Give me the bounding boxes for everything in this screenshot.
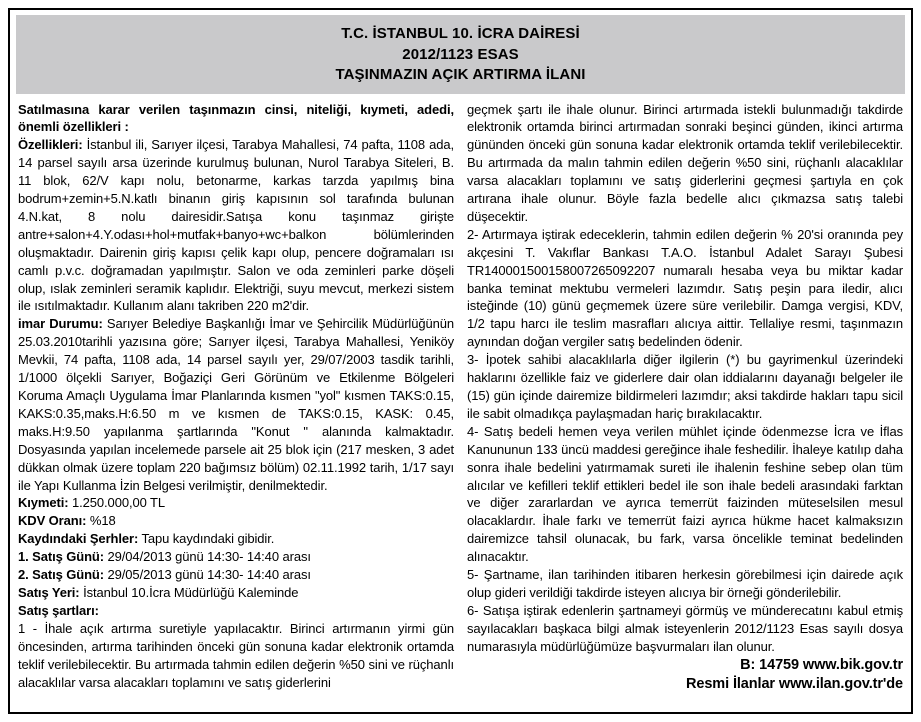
section-label-satis-sartlari: Satış şartları: [18,602,99,618]
section-label-satis-gunu-1: 1. Satış Günü: [18,549,105,565]
footer-resmi-ilanlar: Resmi İlanlar www.ilan.gov.tr'de [686,675,903,692]
left-column [18,101,454,694]
court-name: T.C. İSTANBUL 10. İCRA DAİRESİ [341,25,580,42]
footer-bik-reference: B: 14759 www.bik.gov.tr [740,656,903,673]
section-text-serhler: Tapu kaydındaki gibidir. [141,531,275,547]
section-text-satis-gunu-2: 29/05/2013 günü 14:30- 14:40 arası [107,567,311,583]
condition-item-1: 1 - İhale açık artırma suretiyle yapılacaktır. Birinci artırmanın yirmi gün öncesinden, artırma tarihinden önceki gün sonuna kadar elektronik ortamda teklif verilebilecektir. Bu artırmada tahmin edilen değerin %50 sini ve rüçhanlı alacaklılar varsa alacakları toplamını ve satış giderlerini [18,620,454,690]
body-columns [16,94,905,694]
section-label-satis-yeri: Satış Yeri: [18,584,80,600]
condition-item-2: 2- Artırmaya iştirak edeceklerin, tahmin edilen değerin % 20'si oranında pey akçesini T. Vakıflar Bankası T.A.O. İstanbul Adalet Sarayı Şubesi TR140001500158007265092207 numaralı hesaba veya bu miktar kadar banka teminat mektubu vermeleri lazımdır. Satış peşin para iledir, alıcı isteğinde (10) günü geçmemek üzere süre verilebilir. Damga vergisi, KDV, 1/2 tapu harcı ile teslim masrafları alıcıya aittir. Tellaliye resmi, taşınmazın aynından doğan vergiler satış bedelinden ödenir. [467,226,903,350]
header-band [16,15,905,94]
section-text-satis-yeri: İstanbul 10.İcra Müdürlüğü Kaleminde [83,584,299,600]
section-kiymeti [18,494,454,512]
section-satis-gunu-2 [18,566,454,584]
case-number: 2012/1123 ESAS [402,45,519,63]
condition-item-4: 4- Satış bedeli hemen veya verilen mühlet içinde ödenmezse İcra ve İflas Kanununun 133 üncü maddesi gereğince ihale feshedilir. İhaleye katılıp daha sonra ihale bedelini yatırmamak sureti ile ihalenin feshine sebep olan tüm alıcılar ve kefilleri teklif ettikleri bedel ile son ihale bedeli arasındaki farktan ve diğer zararlardan ve ayrıca temerrüt faizinden müteselsilen mesul olacaklardır. İhale farkı ve temerrüt faizi ayrıca hükme hacet kalmaksızın dairemizce tahsil olunacak, bu fark, varsa öncelikle teminat bedelinden alınacaktır. [467,423,903,565]
section-label-satis-gunu-2: 2. Satış Günü: [18,567,105,583]
auction-notice-sheet [8,8,913,714]
section-text-satis-gunu-1: 29/04/2013 günü 14:30- 14:40 arası [107,549,311,565]
section-label-kiymeti: Kıymeti: [18,495,69,511]
intro-paragraph: Satılmasına karar verilen taşınmazın cinsi, niteliği, kıymeti, adedi, önemli özellikleri : [18,101,454,135]
section-satis-yeri [18,584,454,602]
section-imar-durumu [18,315,454,494]
section-satis-gunu-1 [18,548,454,566]
section-kdv-orani [18,512,454,530]
right-column [467,101,903,694]
section-text-kdv-orani: %18 [89,513,116,529]
section-label-kdv-orani: KDV Oranı: [18,513,87,529]
section-serhler [18,530,454,548]
section-text-imar-durumu: Sarıyer Belediye Başkanlığı İmar ve Şehircilik Müdürlüğünün 25.03.2010tarihli yazısına göre; Sarıyer ilçesi, Tarabya Mahallesi, Yeniköy Mevkii, 74 pafta, 1108 ada, 14 parsel sayılı yer, 29/07/2003 tasdik tarihli, 1/1000 ölçekli Sarıyer, Boğaziçi Geri Görünüm ve Etkilenme Bölgeleri Koruma Amaçlı Uygulama İmar Planlarında kısmen "yol" kısmen TAKS:0.15, KAKS:0.35,maks.H:6.50 m ve kısmen de TAKS:0.15, KASK: 0.45, maks.H:9.50 yapılanma şartlarında "Konut " alanında kalmaktadır. Dosyasında yapılan incelemede parsele ait 25 blok için (217 mesken, 3 adet dükkan olmak üzere toplam 220 bağımsız bölüm) 02.11.1992 tarih, 1/17 sayı ile Yapı Kullanma İzin Belgesi verilmiştir, denilmektedir. [18,316,454,493]
section-text-ozellikleri: İstanbul ili, Sarıyer ilçesi, Tarabya Mahallesi, 74 pafta, 1108 ada, 14 parsel sayılı arsa üzerinde kurulmuş bulunan, Nurol Tarabya Siteleri, B. 11 blok, 62/V kapı nolu, betonarme, karkas tarzda yapılmış bina bodrum+zemin+5.N.katlı binanın giriş kapısının sol tarafında bulunan 4.N.kat, 8 nolu dairesidir.Satışa konu taşınmaz girişte antre+salon+4.Y.odası+hol+mutfak+banyo+wc+balkon bölümlerinden oluşmaktadır. Dairenin giriş kapısı çelik kapı olup, pencere doğramaları ısı camlı p.v.c. doğramadan yapılmıştır. Salon ve oda zeminleri parke döşeli olup, ıslak zeminleri seramik kaplıdır. Elektriği, suyu mevcut, merkezi sistem ile ısıtılmaktadır. Kullanım alanı takriben 220 m2'dir. [18,137,454,314]
condition-item-5: 5- Şartname, ilan tarihinden itibaren herkesin görebilmesi için dairede açık olup gideri verildiği takdirde isteyen alıcıya bir örneği gönderilebilir. [467,567,903,600]
section-text-kiymeti: 1.250.000,00 TL [72,495,165,511]
condition-item-1-continued: geçmek şartı ile ihale olunur. Birinci artırmada istekli bulunmadığı takdirde elektronik ortamda birinci artırmadan sonraki beşinci günden, ikinci artırma gününden önceki gün sonuna kadar elektronik ortamda teklif verilebilecektir. Bu artırmada da malın tahmin edilen değerin %50 sini, rüçhanlı alacaklılar varsa alacakları toplamını ve satış giderlerini geçmesi şartıyla en çok artırana ihale olunur. Böyle fazla bedelle alıcı çıkmazsa satış talebi düşecektir. [467,101,903,224]
section-label-imar-durumu: imar Durumu: [18,316,103,332]
section-ozellikleri [18,136,454,315]
condition-item-3: 3- İpotek sahibi alacaklılarla diğer ilgilerin (*) bu gayrimenkul üzerindeki haklarını özellikle faiz ve giderlere dair olan iddialarını dayanağı belgeler ile (15) gün içinde dairemize bildirmeleri lazımdır; aksi takdirde hakları tapu sicil ile sabit olmadıkça paylaşmadan hariç bırakılacaktır. [467,352,903,421]
condition-item-6: 6- Satışa iştirak edenlerin şartnameyi görmüş ve münderecatını kabul etmiş sayılacakları başkaca bilgi almak isteyenlerin 2012/1123 Esas sayılı dosya numarasıyla müdürlüğümüze başvurmaları ilan olunur. [467,602,903,654]
section-label-ozellikleri: Özellikleri: [18,137,83,153]
section-satis-sartlari [18,602,454,620]
notice-title: TAŞINMAZIN AÇIK ARTIRMA İLANI [335,66,586,83]
section-label-serhler: Kaydındaki Şerhler: [18,531,139,547]
